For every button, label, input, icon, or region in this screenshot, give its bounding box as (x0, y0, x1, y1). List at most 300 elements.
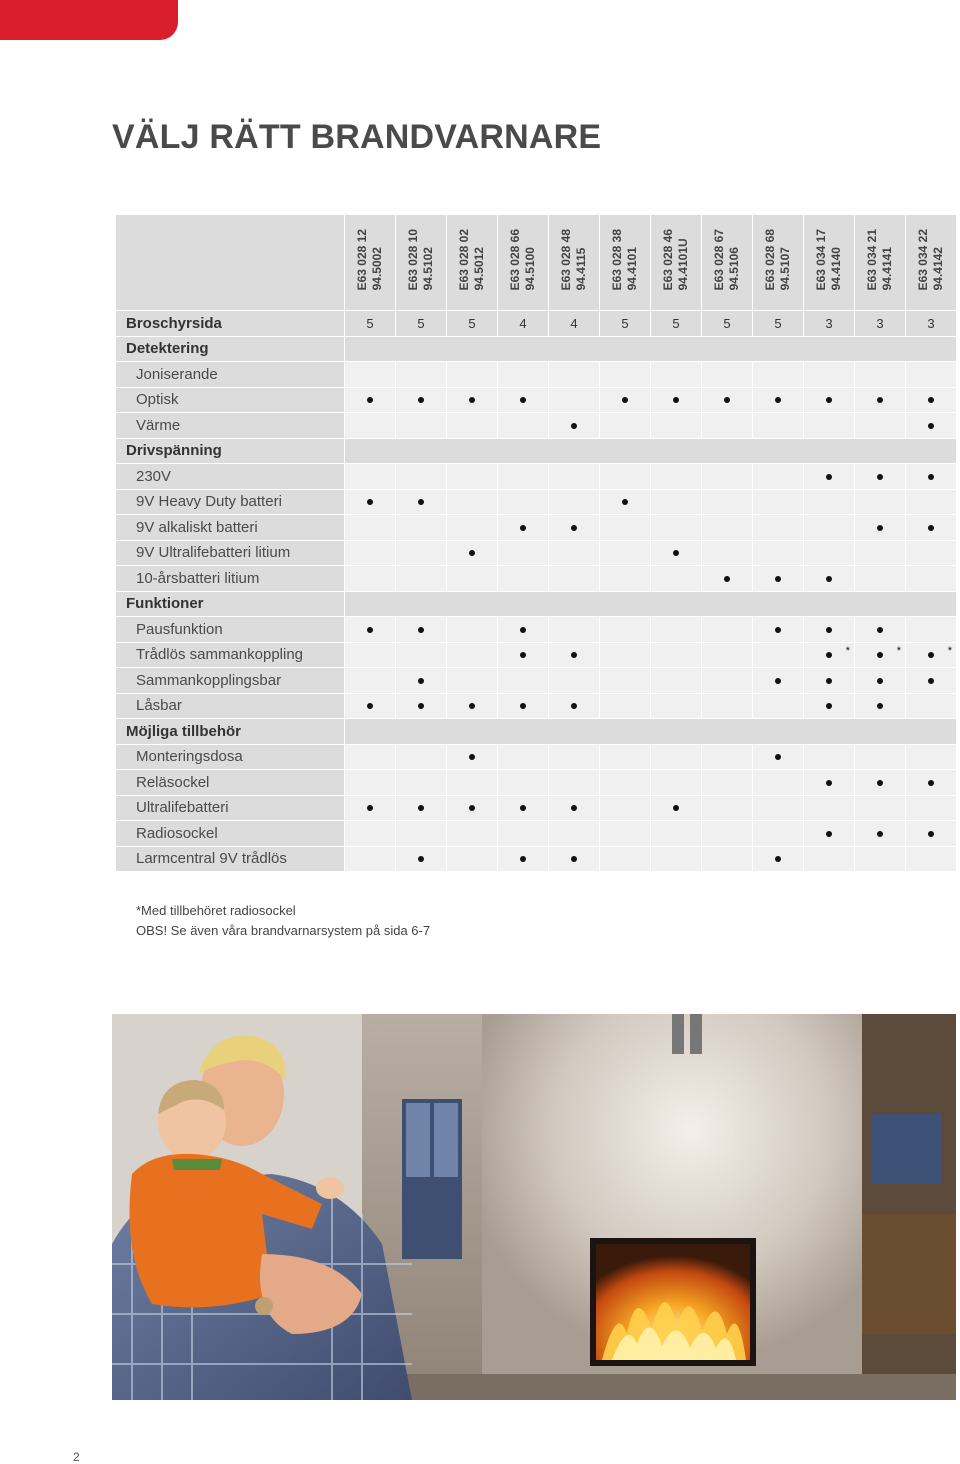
feature-cell (498, 489, 549, 515)
bullet-icon (520, 627, 526, 633)
feature-label: Låsbar (116, 693, 345, 719)
feature-cell (855, 387, 906, 413)
feature-cell (804, 693, 855, 719)
bullet-icon (673, 397, 679, 403)
feature-cell (906, 566, 957, 592)
feature-cell (396, 770, 447, 796)
bullet-icon (571, 805, 577, 811)
feature-cell (651, 770, 702, 796)
feature-cell (855, 540, 906, 566)
feature-cell (651, 821, 702, 847)
feature-cell (396, 540, 447, 566)
feature-row (116, 642, 957, 668)
feature-cell (447, 464, 498, 490)
product-code: E63 028 38 (610, 229, 624, 291)
feature-cell (396, 642, 447, 668)
feature-cell (447, 821, 498, 847)
bullet-icon (367, 805, 373, 811)
bullet-icon (877, 474, 883, 480)
feature-row (116, 821, 957, 847)
product-id (661, 229, 691, 290)
product-header (498, 215, 549, 311)
feature-cell (447, 387, 498, 413)
bullet-icon (928, 780, 934, 786)
product-header (345, 215, 396, 311)
product-code: E63 028 67 (712, 229, 726, 291)
bullet-icon (928, 397, 934, 403)
feature-cell (447, 642, 498, 668)
feature-cell (855, 464, 906, 490)
bullet-icon (826, 652, 832, 658)
bullet-icon (928, 831, 934, 837)
brochure-page-value: 3 (906, 311, 957, 337)
bullet-icon (775, 397, 781, 403)
section-row (116, 438, 957, 464)
bullet-icon (877, 397, 883, 403)
feature-cell (447, 515, 498, 541)
feature-cell (345, 387, 396, 413)
feature-cell (447, 846, 498, 872)
feature-cell (345, 540, 396, 566)
feature-cell (651, 846, 702, 872)
feature-cell (345, 821, 396, 847)
bullet-icon (571, 525, 577, 531)
feature-cell (855, 489, 906, 515)
product-header (753, 215, 804, 311)
bullet-icon (418, 703, 424, 709)
feature-cell (906, 668, 957, 694)
feature-label: 230V (116, 464, 345, 490)
feature-row (116, 795, 957, 821)
footnote-star: * (896, 644, 901, 657)
feature-cell (753, 693, 804, 719)
product-code: E63 034 17 (814, 229, 828, 291)
product-number: 94.5002 (370, 247, 384, 291)
feature-cell (345, 770, 396, 796)
bullet-icon (418, 397, 424, 403)
bullet-icon (826, 831, 832, 837)
brochure-page-value: 5 (600, 311, 651, 337)
bullet-icon (775, 627, 781, 633)
bullet-icon (775, 576, 781, 582)
feature-cell (498, 566, 549, 592)
feature-cell (498, 515, 549, 541)
feature-cell (498, 821, 549, 847)
feature-cell (549, 413, 600, 439)
feature-cell (600, 489, 651, 515)
feature-row (116, 413, 957, 439)
product-id (406, 229, 436, 290)
feature-cell (396, 744, 447, 770)
bullet-icon (571, 856, 577, 862)
feature-cell (498, 642, 549, 668)
feature-cell (804, 464, 855, 490)
feature-cell (753, 387, 804, 413)
feature-row (116, 846, 957, 872)
feature-cell (447, 668, 498, 694)
feature-cell (855, 770, 906, 796)
feature-cell (753, 795, 804, 821)
feature-cell (549, 566, 600, 592)
feature-cell (702, 362, 753, 388)
feature-cell (396, 668, 447, 694)
feature-cell (702, 846, 753, 872)
feature-cell (600, 540, 651, 566)
product-number: 94.4101 (625, 247, 639, 291)
product-id (763, 229, 793, 290)
feature-cell (600, 617, 651, 643)
product-number: 94.4140 (829, 247, 843, 291)
product-code: E63 028 68 (763, 229, 777, 291)
feature-cell (855, 821, 906, 847)
feature-cell (804, 744, 855, 770)
feature-cell (855, 795, 906, 821)
feature-cell (549, 387, 600, 413)
bullet-icon (673, 550, 679, 556)
feature-cell (549, 770, 600, 796)
feature-cell (906, 387, 957, 413)
section-row (116, 719, 957, 745)
feature-cell (651, 566, 702, 592)
feature-cell (549, 540, 600, 566)
feature-cell (345, 642, 396, 668)
feature-row (116, 387, 957, 413)
bullet-icon (367, 627, 373, 633)
footnote: *Med tillbehöret radiosockel (136, 903, 296, 918)
feature-label: 9V alkaliskt batteri (116, 515, 345, 541)
feature-row (116, 515, 957, 541)
product-header (447, 215, 498, 311)
feature-label: Joniserande (116, 362, 345, 388)
feature-cell (651, 795, 702, 821)
feature-cell (702, 668, 753, 694)
feature-cell (906, 693, 957, 719)
bullet-icon (877, 652, 883, 658)
feature-cell (396, 617, 447, 643)
feature-cell (753, 846, 804, 872)
feature-cell (345, 795, 396, 821)
bullet-icon (826, 576, 832, 582)
bullet-icon (520, 525, 526, 531)
feature-cell (549, 821, 600, 847)
product-header (702, 215, 753, 311)
feature-cell (549, 795, 600, 821)
product-id (865, 229, 895, 290)
product-number: 94.5100 (523, 247, 537, 291)
bullet-icon (418, 627, 424, 633)
section-title: Detektering (116, 336, 345, 362)
feature-row (116, 540, 957, 566)
brochure-page-value: 4 (498, 311, 549, 337)
feature-cell (906, 489, 957, 515)
feature-cell (549, 846, 600, 872)
feature-cell (702, 693, 753, 719)
product-number: 94.4115 (574, 247, 588, 291)
bullet-icon (469, 397, 475, 403)
bullet-icon (571, 703, 577, 709)
feature-cell (906, 846, 957, 872)
feature-cell (600, 693, 651, 719)
bullet-icon (928, 474, 934, 480)
product-code: E63 028 66 (508, 229, 522, 291)
feature-label: 9V Heavy Duty batteri (116, 489, 345, 515)
feature-cell (702, 795, 753, 821)
feature-cell (396, 515, 447, 541)
feature-cell (753, 566, 804, 592)
product-code: E63 028 12 (355, 229, 369, 291)
feature-cell (396, 795, 447, 821)
feature-cell (600, 566, 651, 592)
feature-cell (651, 362, 702, 388)
product-code: E63 034 22 (916, 229, 930, 291)
feature-cell (906, 770, 957, 796)
feature-cell (600, 464, 651, 490)
feature-cell (600, 846, 651, 872)
feature-cell (447, 566, 498, 592)
feature-cell (702, 744, 753, 770)
bullet-icon (775, 678, 781, 684)
feature-cell (753, 515, 804, 541)
feature-cell (702, 489, 753, 515)
bullet-icon (877, 525, 883, 531)
product-number: 94.5102 (421, 247, 435, 291)
obs-note: OBS! Se även våra brandvarnarsystem på sida 6-7 (136, 923, 431, 938)
product-header (549, 215, 600, 311)
brochure-page-value: 3 (855, 311, 906, 337)
product-id (916, 229, 946, 290)
feature-cell (702, 821, 753, 847)
footnote-star: * (845, 644, 850, 657)
product-header (651, 215, 702, 311)
feature-cell (396, 464, 447, 490)
feature-cell (651, 540, 702, 566)
feature-cell (753, 668, 804, 694)
feature-cell (345, 489, 396, 515)
bullet-icon (877, 780, 883, 786)
feature-cell (396, 362, 447, 388)
product-id (610, 229, 640, 290)
bullet-icon (622, 397, 628, 403)
bullet-icon (673, 805, 679, 811)
header-corner (116, 215, 345, 311)
feature-cell (498, 668, 549, 694)
feature-cell (345, 464, 396, 490)
feature-cell (651, 413, 702, 439)
feature-label: Värme (116, 413, 345, 439)
product-id (508, 229, 538, 290)
feature-cell (549, 362, 600, 388)
feature-cell (600, 362, 651, 388)
bullet-icon (571, 652, 577, 658)
feature-label: Radiosockel (116, 821, 345, 847)
feature-cell (906, 464, 957, 490)
bullet-icon (826, 397, 832, 403)
feature-cell (702, 617, 753, 643)
product-id (559, 229, 589, 290)
feature-cell (549, 617, 600, 643)
brochure-page-value: 5 (753, 311, 804, 337)
feature-label: Optisk (116, 387, 345, 413)
feature-cell (345, 515, 396, 541)
feature-cell (651, 464, 702, 490)
brochure-page-value: 5 (651, 311, 702, 337)
section-title: Drivspänning (116, 438, 345, 464)
brochure-label: Broschyrsida (116, 311, 345, 337)
bullet-icon (418, 678, 424, 684)
feature-cell (804, 795, 855, 821)
feature-cell (345, 566, 396, 592)
feature-cell (600, 744, 651, 770)
bullet-icon (775, 856, 781, 862)
page-title: VÄLJ RÄTT BRANDVARNARE (112, 118, 602, 156)
fireplace-family-photo (112, 1014, 956, 1400)
feature-cell (549, 489, 600, 515)
feature-cell (396, 846, 447, 872)
bullet-icon (826, 678, 832, 684)
bullet-icon (877, 831, 883, 837)
product-header-row (116, 215, 957, 311)
feature-row (116, 489, 957, 515)
product-code: E63 034 21 (865, 229, 879, 291)
bullet-icon (520, 652, 526, 658)
feature-cell (855, 515, 906, 541)
feature-cell (804, 642, 855, 668)
feature-cell (702, 515, 753, 541)
feature-cell (345, 413, 396, 439)
feature-cell (549, 744, 600, 770)
feature-cell (396, 489, 447, 515)
feature-row (116, 744, 957, 770)
feature-cell (600, 515, 651, 541)
feature-cell (498, 846, 549, 872)
feature-cell (498, 744, 549, 770)
feature-cell (753, 540, 804, 566)
feature-cell (600, 642, 651, 668)
feature-cell (549, 668, 600, 694)
bullet-icon (520, 397, 526, 403)
bullet-icon (775, 754, 781, 760)
feature-cell (651, 693, 702, 719)
bullet-icon (826, 703, 832, 709)
feature-cell (702, 642, 753, 668)
feature-cell (651, 668, 702, 694)
feature-label: Reläsockel (116, 770, 345, 796)
bullet-icon (724, 397, 730, 403)
product-number: 94.5107 (778, 247, 792, 291)
product-code: E63 028 02 (457, 229, 471, 291)
bullet-icon (877, 703, 883, 709)
feature-cell (753, 489, 804, 515)
feature-label: Sammankopplingsbar (116, 668, 345, 694)
feature-cell (651, 744, 702, 770)
section-spacer (345, 719, 957, 745)
section-spacer (345, 591, 957, 617)
feature-cell (855, 642, 906, 668)
section-title: Funktioner (116, 591, 345, 617)
footnote-star: * (947, 644, 952, 657)
feature-cell (906, 642, 957, 668)
feature-cell (396, 821, 447, 847)
feature-cell (702, 770, 753, 796)
brochure-row (116, 311, 957, 337)
feature-cell (498, 362, 549, 388)
brochure-page-value: 5 (702, 311, 753, 337)
product-number: 94.5106 (727, 247, 741, 291)
feature-cell (702, 540, 753, 566)
feature-cell (906, 540, 957, 566)
feature-cell (447, 770, 498, 796)
feature-cell (447, 744, 498, 770)
feature-cell (804, 617, 855, 643)
bullet-icon (520, 703, 526, 709)
feature-cell (804, 515, 855, 541)
feature-cell (651, 515, 702, 541)
bullet-icon (520, 805, 526, 811)
feature-cell (498, 464, 549, 490)
feature-cell (804, 566, 855, 592)
feature-cell (498, 770, 549, 796)
feature-cell (498, 617, 549, 643)
section-row (116, 591, 957, 617)
feature-cell (600, 795, 651, 821)
feature-cell (804, 846, 855, 872)
feature-cell (855, 668, 906, 694)
feature-cell (498, 693, 549, 719)
feature-row (116, 770, 957, 796)
product-code: E63 028 10 (406, 229, 420, 291)
product-number: 94.4142 (931, 247, 945, 291)
feature-cell (549, 642, 600, 668)
feature-cell (651, 617, 702, 643)
feature-cell (498, 795, 549, 821)
feature-cell (804, 387, 855, 413)
bullet-icon (928, 652, 934, 658)
bullet-icon (928, 525, 934, 531)
section-spacer (345, 438, 957, 464)
product-id (355, 229, 385, 290)
bullet-icon (469, 754, 475, 760)
feature-row (116, 362, 957, 388)
feature-cell (549, 693, 600, 719)
feature-cell (345, 744, 396, 770)
feature-cell (651, 489, 702, 515)
feature-cell (804, 540, 855, 566)
feature-cell (345, 693, 396, 719)
feature-cell (651, 642, 702, 668)
feature-cell (447, 617, 498, 643)
page-number: 2 (73, 1450, 80, 1464)
feature-cell (906, 413, 957, 439)
bullet-icon (367, 703, 373, 709)
product-number: 94.4101U (676, 238, 690, 291)
feature-cell (804, 362, 855, 388)
feature-cell (345, 846, 396, 872)
feature-cell (753, 362, 804, 388)
feature-cell (396, 693, 447, 719)
feature-cell (906, 617, 957, 643)
bullet-icon (367, 499, 373, 505)
feature-label: Larmcentral 9V trådlös (116, 846, 345, 872)
bullet-icon (877, 627, 883, 633)
bullet-icon (622, 499, 628, 505)
product-header (855, 215, 906, 311)
feature-cell (600, 770, 651, 796)
feature-cell (855, 693, 906, 719)
feature-cell (804, 413, 855, 439)
bullet-icon (826, 474, 832, 480)
product-number: 94.4141 (880, 247, 894, 291)
feature-cell (600, 821, 651, 847)
